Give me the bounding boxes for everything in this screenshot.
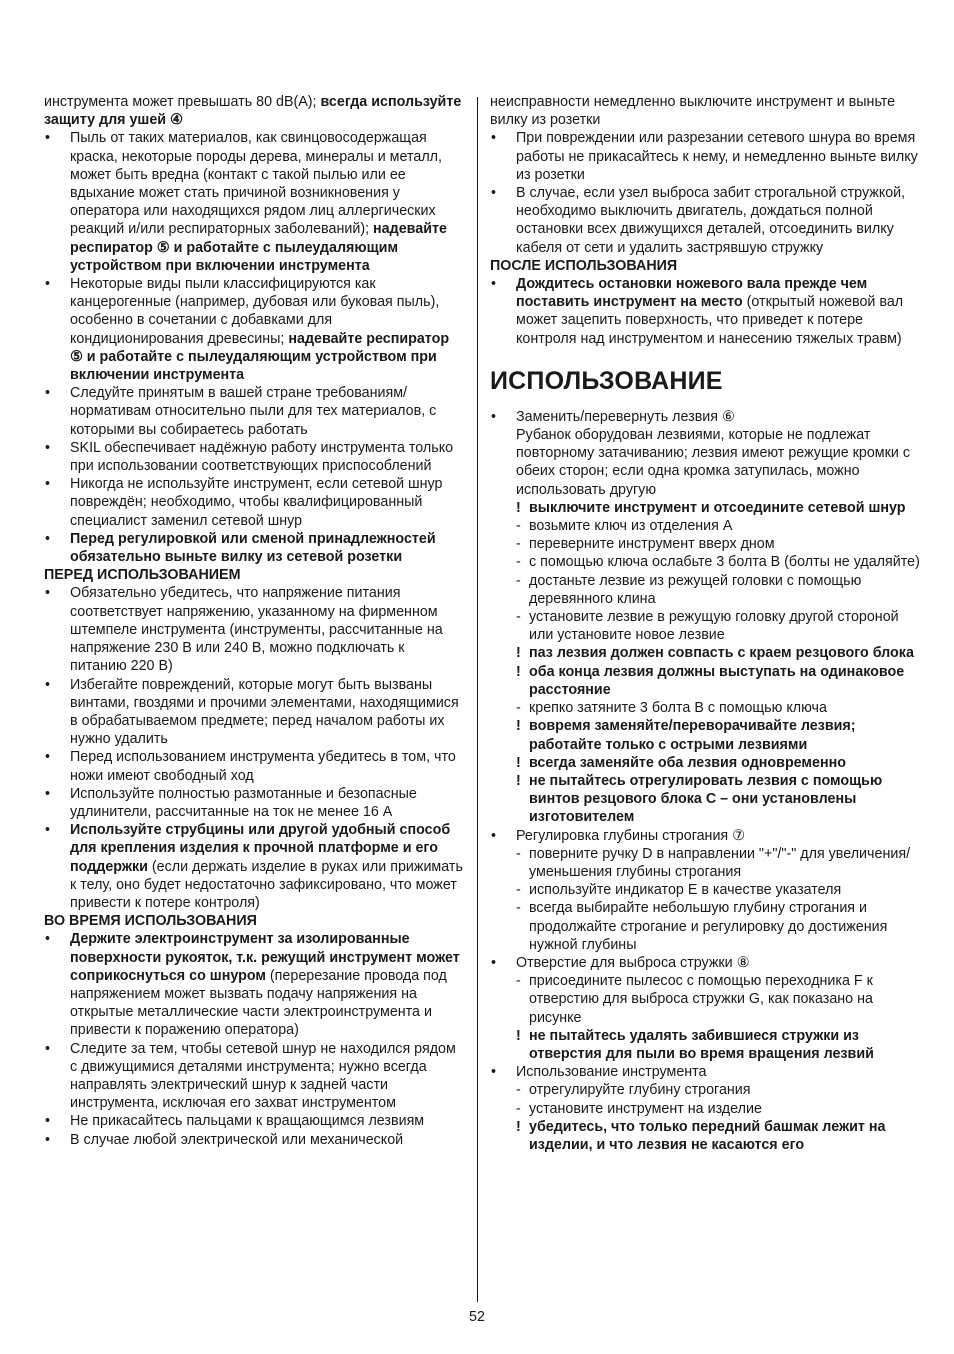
text: Следуйте принятым в вашей стране требованиям/нормативам относительно пыли для тех материалов, с которыми вы собираетесь работать <box>70 385 437 438</box>
text: При повреждении или разрезании сетевого шнура во время работы не прикасайтесь к нему, и немедленно выньте вилку из розетки <box>516 130 918 183</box>
bullet-item <box>490 184 920 257</box>
dash-item <box>490 881 920 899</box>
text: Заменить/перевернуть лезвия ⑥ <box>516 408 735 425</box>
text: Никогда не используйте инструмент, если сетевой шнур повреждён; необходимо, чтобы квалифицированный специалист заменил сетевой шнур <box>70 476 443 529</box>
text: ВО ВРЕМЯ ИСПОЛЬЗОВАНИЯ <box>44 913 257 930</box>
bullet-item <box>490 827 920 845</box>
bullet-item <box>44 129 464 275</box>
section-subheading <box>490 257 920 275</box>
dash-item <box>490 1081 920 1099</box>
text: Регулировка глубины строгания ⑦ <box>516 827 745 844</box>
text: не пытайтесь удалять забившиеся стружки из отверстия для пыли во время вращения лезвий <box>529 1027 874 1062</box>
bullet-item <box>44 676 464 749</box>
dash-item <box>490 899 920 954</box>
warning-item <box>490 499 920 517</box>
bullet-item <box>490 408 920 426</box>
bullet-item <box>44 1131 464 1149</box>
text: (открытый ножевой вал может зацепить поверхность, что приведет к потере контроля над инструментом и нанесению тяжелых травм) <box>516 294 904 347</box>
bold-text: надевайте респиратор ⑤ и работайте с пылеудаляющим устройством при включении инструмента <box>70 221 447 274</box>
text: Не прикасайтесь пальцами к вращающимся лезвиям <box>70 1113 425 1130</box>
bullet-item <box>44 439 464 475</box>
bullet-item <box>490 129 920 184</box>
continued-text <box>44 93 464 129</box>
text: выключите инструмент и отсоедините сетевой шнур <box>529 499 906 516</box>
bold-text: Перед регулировкой или сменой принадлежностей обязательно выньте вилку из сетевой розетки <box>70 530 436 566</box>
bullet-item <box>44 384 464 439</box>
bullet-item <box>44 1112 464 1130</box>
text: оба конца лезвия должны выступать на одинаковое расстояние <box>529 663 905 698</box>
warning-item <box>490 644 920 662</box>
bullet-item <box>44 930 464 1039</box>
text: вовремя заменяйте/переворачивайте лезвия; работайте только с острыми лезвиями <box>529 718 856 753</box>
bullet-item <box>490 275 920 348</box>
bullet-item <box>44 475 464 530</box>
bullet-item <box>44 748 464 784</box>
text: присоедините пылесос с помощью переходника F к отверстию для выброса стружки G, как показано на рисунке <box>529 973 873 1026</box>
bullet-item <box>44 584 464 675</box>
bold-text: надевайте респиратор ⑤ и работайте с пылеудаляющим устройством при включении инструмента <box>70 330 450 384</box>
warning-item <box>490 1027 920 1063</box>
dash-item <box>490 517 920 535</box>
dash-item <box>490 608 920 644</box>
warning-item <box>490 1118 920 1154</box>
text: неисправности немедленно выключите инструмент и выньте вилку из розетки <box>490 94 896 129</box>
text: возьмите ключ из отделения A <box>529 518 733 535</box>
column-divider <box>477 97 478 1302</box>
text: Используйте полностью размотанные и безопасные удлинители, рассчитанные на ток не менее 16 A <box>70 785 417 820</box>
bold-text: Держите электроинструмент за изолированные поверхности рукояток, т.к. режущий инструмент может соприкоснуться со шнуром <box>70 931 460 984</box>
text: Рубанок оборудован лезвиями, которые не подлежат повторному затачиванию; лезвия имеют режущие кромки с обеих сторон; если одна кромка затупилась, можно использовать другую <box>516 427 910 498</box>
text: переверните инструмент вверх дном <box>529 536 775 553</box>
bold-text: Используйте струбцины или другой удобный способ для крепления изделия к прочной платформе и его поддержки <box>70 822 451 875</box>
bullet-item <box>44 530 464 566</box>
dash-item <box>490 699 920 717</box>
text: всегда выбирайте небольшую глубину строгания и продолжайте строгание и регулировку до достижения нужной глубины <box>529 900 888 953</box>
text: ИСПОЛЬЗОВАНИЕ <box>490 366 723 395</box>
bold-text: всегда используйте защиту для ушей ④ <box>44 94 462 129</box>
text: достаньте лезвие из режущей головки с помощью деревянного клина <box>529 572 862 607</box>
text: Перед использованием инструмента убедитесь в том, что ножи имеют свободный ход <box>70 749 456 784</box>
text: крепко затяните 3 болта B с помощью ключа <box>529 700 827 717</box>
text: (если держать изделие в руках или прижимать к телу, оно будет недостаточно зафиксировано, что может привести к потере контроля) <box>70 858 463 911</box>
text: используйте индикатор E в качестве указателя <box>529 882 842 899</box>
dash-item <box>490 553 920 571</box>
bullet-item <box>490 954 920 972</box>
bullet-item <box>490 1063 920 1081</box>
text: с помощью ключа ослабьте 3 болта B (болты не удаляйте) <box>529 554 920 571</box>
warning-item <box>490 717 920 753</box>
text: поверните ручку D в направлении "+"/"-" для увеличения/уменьшения глубины строгания <box>529 845 911 880</box>
text: Некоторые виды пыли классифицируются как канцерогенные (например, дубовая или буковая пыль), особенно в сочетании с добавками для кондиционирования древесины; <box>70 276 440 347</box>
left-column <box>44 93 464 1149</box>
text: Избегайте повреждений, которые могут быть вызваны винтами, гвоздями и прочими элементами, находящимися в обрабатываемом предмете; перед началом работы их нужно удалить <box>70 676 459 748</box>
bold-text: Дождитесь остановки ножевого вала прежде чем поставить инструмент на место <box>516 276 868 311</box>
dash-item <box>490 972 920 1027</box>
warning-item <box>490 663 920 699</box>
indented-paragraph <box>490 426 920 499</box>
bullet-item <box>44 275 464 384</box>
text: убедитесь, что только передний башмак лежит на изделии, и что лезвия не касаются его <box>529 1118 886 1153</box>
continued-text <box>490 93 920 129</box>
page-number: 52 <box>469 1309 485 1325</box>
warning-item <box>490 772 920 827</box>
text: В случае, если узел выброса забит строгальной стружкой, необходимо выключить двигатель, дождаться полной остановки всех движущихся деталей, отсоединить вилку кабеля от сети и удалить застрявшую стружку <box>516 185 906 256</box>
text: ПЕРЕД ИСПОЛЬЗОВАНИЕМ <box>44 567 241 584</box>
text: не пытайтесь отрегулировать лезвия с помощью винтов резцового блока C – они установлены изготовителем <box>529 772 883 826</box>
text: Обязательно убедитесь, что напряжение питания соответствует напряжению, указанному на фирменном штемпеле инструмента (инструменты, рассчитанные на напряжение 230 В или 240 В, можно подключать к питанию 220 В) <box>70 585 443 675</box>
text: SKIL обеспечивает надёжную работу инструмента только при использовании соответствующих приспособлений <box>70 439 454 475</box>
bullet-item <box>44 785 464 821</box>
dash-item <box>490 572 920 608</box>
right-column <box>490 93 920 1154</box>
dash-item <box>490 535 920 553</box>
text: отрегулируйте глубину строгания <box>529 1082 751 1099</box>
text: В случае любой электрической или механической <box>70 1131 404 1148</box>
text: инструмента может превышать 80 dB(A); <box>44 94 321 110</box>
bullet-item <box>44 1040 464 1113</box>
dash-item <box>490 845 920 881</box>
text: Использование инструмента <box>516 1064 707 1081</box>
section-heading <box>490 366 920 396</box>
text: (перерезание провода под напряжением может вызвать подачу напряжения на открытые металлические части электроинструмента и привести к поражению оператора) <box>70 967 447 1039</box>
warning-item <box>490 754 920 772</box>
bullet-item <box>44 821 464 912</box>
text: установите инструмент на изделие <box>529 1100 762 1117</box>
text: Отверстие для выброса стружки ⑧ <box>516 954 750 971</box>
text: ПОСЛЕ ИСПОЛЬЗОВАНИЯ <box>490 257 678 274</box>
dash-item <box>490 1100 920 1118</box>
text: всегда заменяйте оба лезвия одновременно <box>529 754 846 771</box>
section-subheading <box>44 566 464 584</box>
text: паз лезвия должен совпасть с краем резцового блока <box>529 645 914 662</box>
text: Следите за тем, чтобы сетевой шнур не находился рядом с движущимися деталями инструмента; нужно всегда направлять электрический шнур к задней части инструмента, исключая его захват инструментом <box>70 1040 456 1112</box>
text: установите лезвие в режущую головку другой стороной или установите новое лезвие <box>529 609 899 644</box>
text: Пыль от таких материалов, как свинцовосодержащая краска, некоторые породы дерева, минералы и металл, может быть вредна (контакт с такой пылью или ее вдыхание может стать причиной возникновения у оператора или находящихся рядом лиц аллергических реакций и/или респираторных заболеваний); <box>70 130 442 238</box>
section-subheading <box>44 912 464 930</box>
